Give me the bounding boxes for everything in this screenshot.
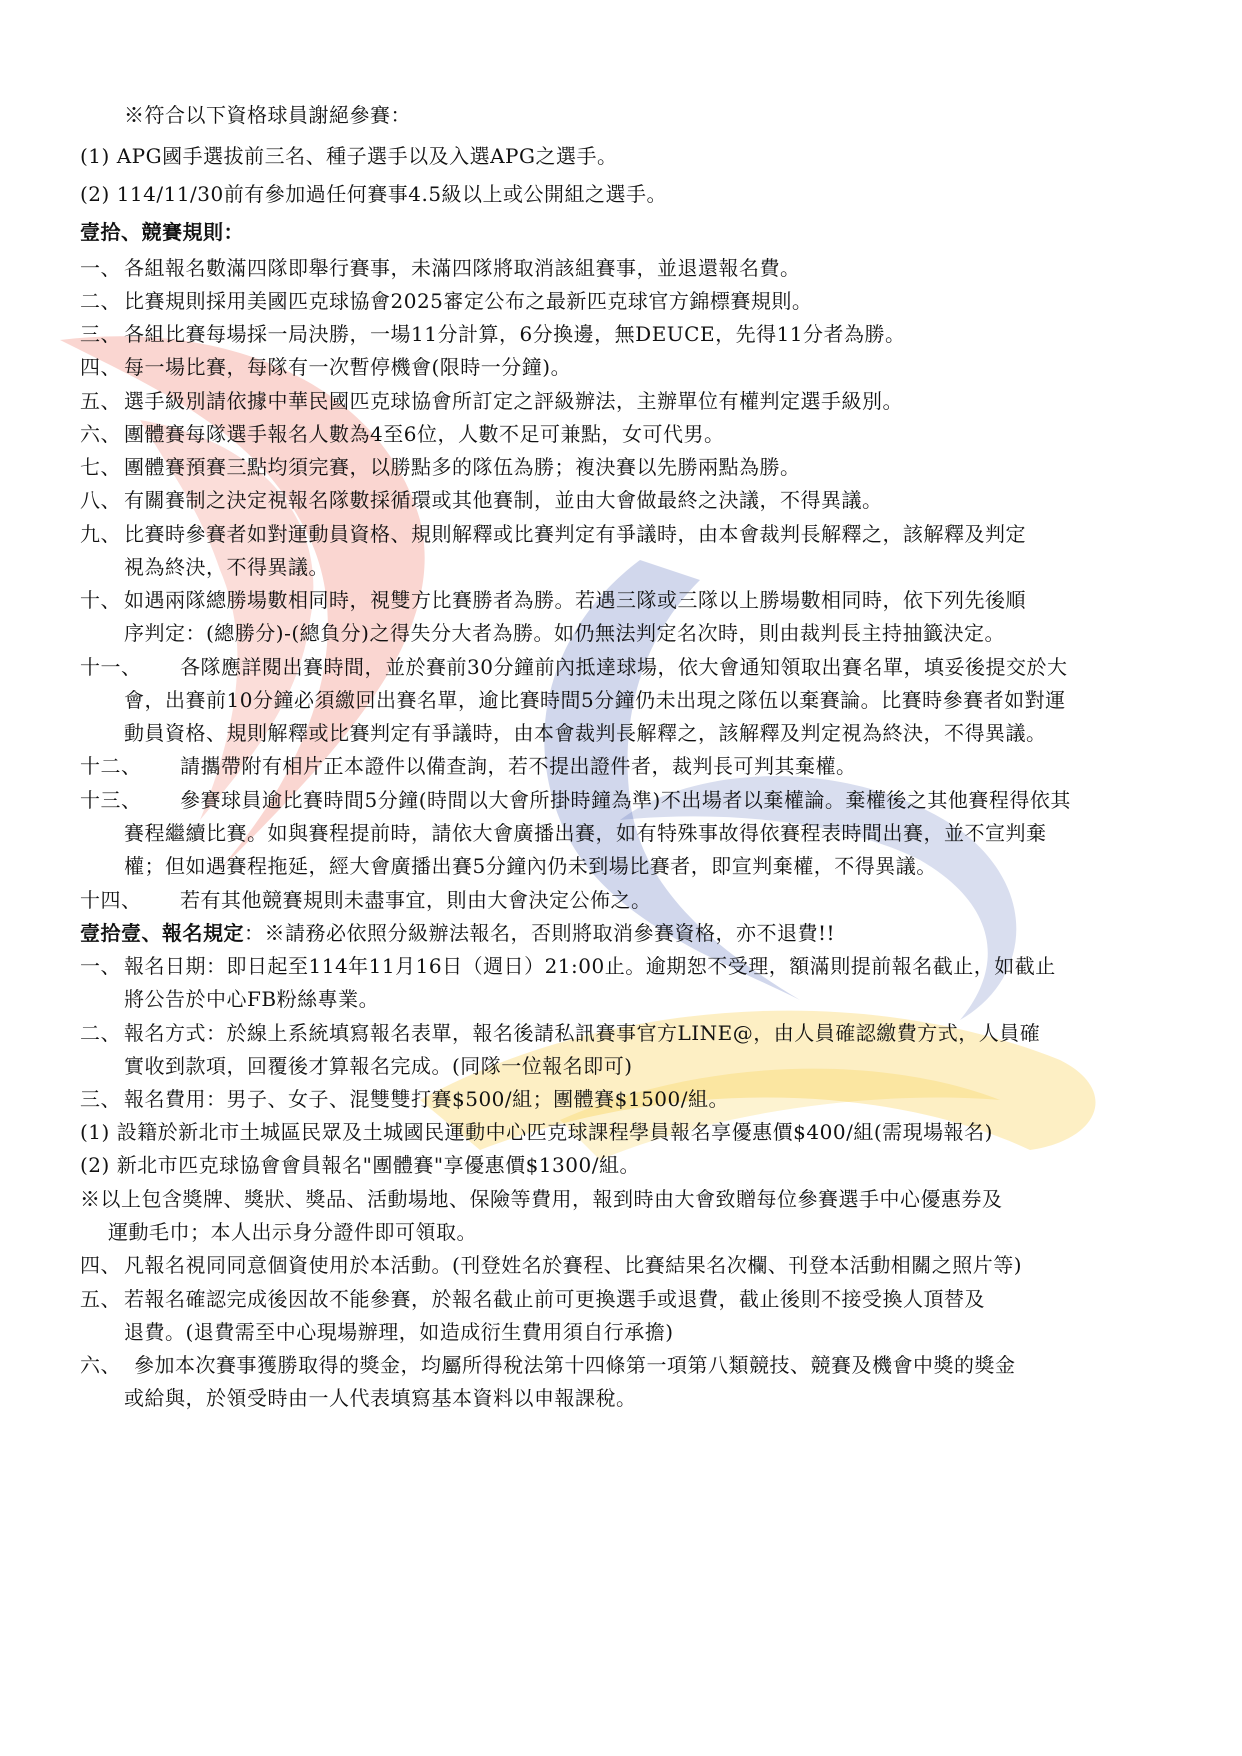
rule-text: 團體賽預賽三點均須完賽，以勝點多的隊伍為勝；複決賽以先勝兩點為勝。 [124,455,801,479]
rule-text: 比賽時參賽者如對運動員資格、規則解釋或比賽判定有爭議時，由本會裁判長解釋之，該解釋及判定 [124,522,1026,546]
includes-note: 運動毛巾；本人出示身分證件即可領取。 [108,1220,477,1244]
registration-heading: 壹拾壹、報名規定 [80,921,244,945]
registration-num: 六、 [80,1353,121,1377]
includes-note: ※以上包含獎牌、獎狀、獎品、活動場地、保險等費用，報到時由大會致贈每位參賽選手中心優惠券及 [80,1187,1003,1211]
rule-num: 二、 [80,289,121,313]
rule-num: 四、 [80,355,121,379]
registration-text: 將公告於中心FB粉絲專業。 [124,987,380,1011]
rule-num: 七、 [80,455,121,479]
fee-note: (2) 新北市匹克球協會會員報名"團體賽"享優惠價$1300/組。 [80,1153,640,1177]
rule-text: 權；但如遇賽程拖延，經大會廣播出賽5分鐘內仍未到場比賽者，即宣判棄權，不得異議。 [124,854,937,878]
rule-num: 十二、 [80,754,142,778]
rule-num: 三、 [80,322,121,346]
registration-num: 一、 [80,954,121,978]
rule-text: 動員資格、規則解釋或比賽判定有爭議時，由本會裁判長解釋之，該解釋及判定視為終決，不得異議。 [124,721,1047,745]
fee-note: (1) 設籍於新北市土城區民眾及土城國民運動中心匹克球課程學員報名享優惠價$400/組(需現場報名) [80,1120,993,1144]
rule-text: 各隊應詳閱出賽時間，並於賽前30分鐘前內抵達球場，依大會通知領取出賽名單，填妥後提交於大 [180,655,1068,679]
registration-text: 退費。(退費需至中心現場辦理，如造成衍生費用須自行承擔) [124,1320,674,1344]
rule-text: 如遇兩隊總勝場數相同時，視雙方比賽勝者為勝。若遇三隊或三隊以上勝場數相同時，依下列先後順 [124,588,1026,612]
rule-num: 十、 [80,588,121,612]
registration-text: 實收到款項，回覆後才算報名完成。(同隊一位報名即可) [124,1054,633,1078]
rule-text: 各組比賽每場採一局決勝，一場11分計算，6分換邊，無DEUCE，先得11分者為勝。 [124,322,906,346]
registration-text: 或給與，於領受時由一人代表填寫基本資料以申報課稅。 [124,1386,637,1410]
rule-text: 視為終決，不得異議。 [124,555,329,579]
registration-text: 凡報名視同同意個資使用於本活動。(刊登姓名於賽程、比賽結果名次欄、刊登本活動相關之照片等) [124,1253,1023,1277]
rule-num: 十三、 [80,788,142,812]
rule-num: 九、 [80,522,121,546]
registration-text: 報名費用：男子、女子、混雙雙打賽$500/組；團體賽$1500/組。 [124,1087,729,1111]
rule-text: 參賽球員逾比賽時間5分鐘(時間以大會所掛時鐘為準)不出場者以棄權論。棄權後之其他賽程得依其 [180,788,1071,812]
rule-text: 序判定：(總勝分)-(總負分)之得失分大者為勝。如仍無法判定名次時，則由裁判長主持抽籤決定。 [124,621,1005,645]
rule-num: 五、 [80,389,121,413]
registration-text: 參加本次賽事獲勝取得的獎金，均屬所得稅法第十四條第一項第八類競技、競賽及機會中獎的獎金 [134,1353,1016,1377]
rule-text: 各組報名數滿四隊即舉行賽事，未滿四隊將取消該組賽事，並退還報名費。 [124,256,801,280]
registration-text: 報名日期：即日起至114年11月16日（週日）21:00止。逾期恕不受理，額滿則提前報名截止，如截止 [124,954,1056,978]
exclusion-heading: ※符合以下資格球員謝絕參賽： [124,103,411,127]
exclusion-item: (1) APG國手選拔前三名、種子選手以及入選APG之選手。 [80,144,618,168]
registration-num: 三、 [80,1087,121,1111]
rule-text: 有關賽制之決定視報名隊數採循環或其他賽制，並由大會做最終之決議，不得異議。 [124,488,883,512]
rule-text: 若有其他競賽規則未盡事宜，則由大會決定公佈之。 [180,888,652,912]
rule-num: 六、 [80,422,121,446]
registration-num: 四、 [80,1253,121,1277]
registration-num: 五、 [80,1287,121,1311]
registration-heading-row [80,919,835,947]
rule-text: 比賽規則採用美國匹克球協會2025審定公布之最新匹克球官方錦標賽規則。 [124,289,813,313]
rule-text: 會，出賽前10分鐘必須繳回出賽名單，逾比賽時間5分鐘仍未出現之隊伍以棄賽論。比賽時參賽者如對運 [124,688,1066,712]
rule-num: 十四、 [80,888,142,912]
rule-num: 八、 [80,488,121,512]
rule-num: 一、 [80,256,121,280]
rule-text: 每一場比賽，每隊有一次暫停機會(限時一分鐘)。 [124,355,572,379]
registration-num: 二、 [80,1021,121,1045]
rule-num: 十一、 [80,655,142,679]
rules-heading: 壹拾、競賽規則： [80,220,244,244]
registration-heading-note: ：※請務必依照分級辦法報名，否則將取消參賽資格，亦不退費!! [244,921,836,945]
rule-text: 請攜帶附有相片正本證件以備查詢，若不提出證件者，裁判長可判其棄權。 [180,754,857,778]
rule-text: 賽程繼續比賽。如與賽程提前時，請依大會廣播出賽，如有特殊事故得依賽程表時間出賽，並不宣判棄 [124,821,1047,845]
rule-text: 團體賽每隊選手報名人數為4至6位，人數不足可兼點，女可代男。 [124,422,725,446]
exclusion-item: (2) 114/11/30前有參加過任何賽事4.5級以上或公開組之選手。 [80,182,668,206]
registration-text: 若報名確認完成後因故不能參賽，於報名截止前可更換選手或退費，截止後則不接受換人頂替及 [124,1287,985,1311]
rule-text: 選手級別請依據中華民國匹克球協會所訂定之評級辦法，主辦單位有權判定選手級別。 [124,389,903,413]
registration-text: 報名方式：於線上系統填寫報名表單，報名後請私訊賽事官方LINE@，由人員確認繳費方式，人員確 [124,1021,1041,1045]
